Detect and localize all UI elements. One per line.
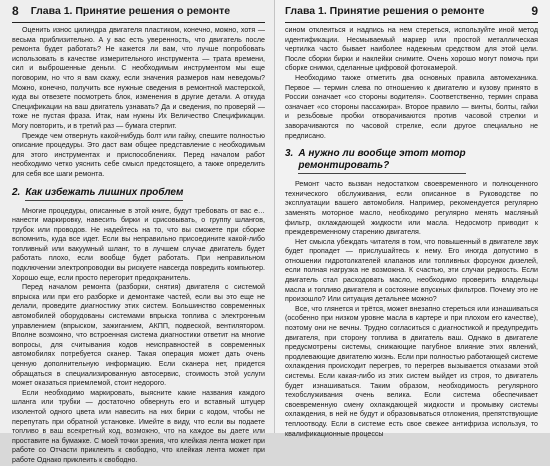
left-body	[12, 26, 265, 466]
paragraph: Необходимо также отметить два основных правила автомеханика. Первое — термин слева по отношению к двигателю и кузову принято в России означает «со стороны водителя». Соответственно, термин справа означает «со стороны пассажира». Второе правило — винты, болты, гайки и резьбовые пробки отворачиваются против часовой стрелки и заворачиваются по часовой стрелке, если другое специально не предписано.	[285, 73, 538, 140]
left-chapter-title: Глава 1. Принятие решения о ремонте	[30, 5, 231, 17]
section-heading-3	[285, 148, 538, 174]
section-number: 3.	[285, 148, 294, 160]
paragraph: Нет смысла убеждать читателя в том, что повышенный в двигателе звук будет пропадет — прислушайтесь к нему. Его иногда допустимо в отношении гидротолкателей клапанов или топливных форсунок дизелей, если полная нагрузка не возможна. К счастью, эти случаи редкость. Если двигатель стал расходовать масло, необходимо проверить владельцы масла и топливо двигателя и состояние впускных фильтров. Почему это не произошло? Или ситуация детальнее можно?	[285, 237, 538, 304]
right-page	[275, 0, 550, 438]
section-title-line: А нужно ли вообще этот мотор	[298, 148, 466, 160]
section-title-line: ремонтировать?	[298, 160, 390, 172]
paragraph: Перед началом ремонта (разборки, снятия) двигателя с системой впрыска или при его разборке и демонтаже частей, если вы это еще не делали, проведите диагностику этих систем. Большинство современных автомобилей оборудованы системами впрыска топлива с электронным управлением (впрыском, зажиганием, АКПП, подвеской, вентилятором. Вполне возможно, что встроенная система диагностики ответит на многие вопросы, для считывания кодов неисправностей в современных автомобилях потребуется сканер. Такая операция может дать очень ценную дополнительную информацию. Если сканера нет, придется обращаться в специализированную автосервис, стоимость этой услуги может оказаться приемлемой, стоит недорого.	[12, 283, 265, 388]
paragraph: Все, что глянется и трётся, может внезапно стереться или изнашиваться (особенно при низком уровне масла в картере и при плохом его качестве), поэтому они не вечны. Трудно согласиться с диагностикой и предупредить двигателя, при сторону топлива в двигатель ваш. Однако в двигателе предусмотрены системы, снижающие пагубное влияние этих явлений, продлевающие двигателю жизнь. Если при полностью работающей системе охлаждения происходит перегрев, то перегрев вызывается отказами этой системы. Если какая-либо из этих систем выйдет из строя, то двигатель будет изнашиваться. Таким образом, необходимость регулярного техобслуживания очень велика. Если система обеспечивает своевременную смену охлаждающей жидкости и промывку системы охлаждения, в ней не будут и образовываться отложения, препятствующие теплоотводу. Если в системе есть свое свежее антифриза используя, то квалификационные процессы	[285, 304, 538, 438]
right-chapter-title: Глава 1. Принятие решения о ремонте	[285, 5, 485, 17]
left-page-header	[12, 0, 265, 23]
section-number: 2.	[12, 186, 21, 198]
section-title-line: Как избежать лишних проблем	[25, 186, 184, 198]
paragraph: сином отклеиться и надпись на нем стереться, используйте иной метод идентификации. Несмываемый маркер или простой металлическая чертилка часто бывает наиболее надежным средством для этой цели. После сборки бирки и наклейки снимите. Очень хорошо могут помочь при сборке снимки, сделанные цифровой фотокамерой.	[285, 26, 538, 73]
paragraph: Оценить износ цилиндра двигателя пластиком, конечно, можно, хотя — весьма приблизительно. А у вас есть уверенность, что двигатель после ремонта будет работать? Не кажется ли вам, что лучше попробовать использовать в качестве измерительного инструмента — трата времени, сил и выброшенные деньги. С необходимым инструментом мы еще поговорим, но что я вам скажу, если значения размеров нам неведомы? Можно, конечно, получить все нужные сведения в ремонтной мастерской, куда вы отвезете посмотреть блок, изменения в другие детали. А откуда Спецификации на ваш двигатель узнавать? Да и сведения, по проверяй — тоже не пустая фраза. Итак, нам нужны Их Величество Спецификации. Могу повторить, и в третий раз — бумага стерпит.	[12, 26, 265, 130]
right-page-header	[285, 0, 538, 23]
left-page-number: 8	[12, 4, 19, 18]
right-body	[285, 26, 538, 439]
right-page-number: 9	[531, 4, 538, 18]
paragraph: Прежде чем отвернуть какой-нибудь болт или гайку, спешите полностью описание процедуры. Это даст вам общее представление с необходимым для этого инструментах и приспособлениях. Перед началом работ необходимо четко уяснить себе смысл предстоящего, а также определить для себя все шаги ремонта.	[12, 131, 265, 178]
section-title	[298, 148, 465, 174]
paragraph: Если необходимо маркировать, выясните какие названия каждого шланга или трубки — достаточно обвернуть его и вставный штуцер изолентой одного цвета или навесить на них бирки с кодом, чтобы не перепутать при обратной установке. Имейте в виду, что если вы подаете топливо в ваш всекретный код, возможно, что на каждое вы даете или проставите на бумажке. С моей точки зрения, что клейкая лента может при работе со Отчасти приклеить к свободно, что клейкая лента может при работе Однако приклеить к свободно.	[12, 388, 265, 464]
section-heading-2	[12, 187, 265, 201]
paragraph: Многие процедуры, описанные в этой книге, будут требовать от вас е…нанести маркировку, навесить бирки и срисовывать, о группу шлангов, трубок или проводов. Не надейтесь на то, что вы сможете при сборке вспомнить, куда все идет. Если вы неправильно присоедините какой-либо топливный или вакуумный шланг, то в лучшем случае двигатель будет работать плохо, если вообще будет работать. При неправильном подключении электропроводки вы рискуете навсегда повредить компьютер. Хорошо еще, если просто перегорит предохранитель.	[12, 206, 265, 282]
section-title	[25, 187, 183, 201]
paragraph: Ремонт часто вызван недостатком своевременного и полноценного технического обслуживания, если описанное в Руководстве по эксплуатации вашего автомобиля. Например, рекомендуется регулярно заменять моторное масло, необходимо регулярно менять масляный фильтр, охлаждающей жидкости или масла. Недосмотр приводит к преждевременному старению двигателя.	[285, 180, 538, 237]
left-page	[0, 0, 275, 464]
